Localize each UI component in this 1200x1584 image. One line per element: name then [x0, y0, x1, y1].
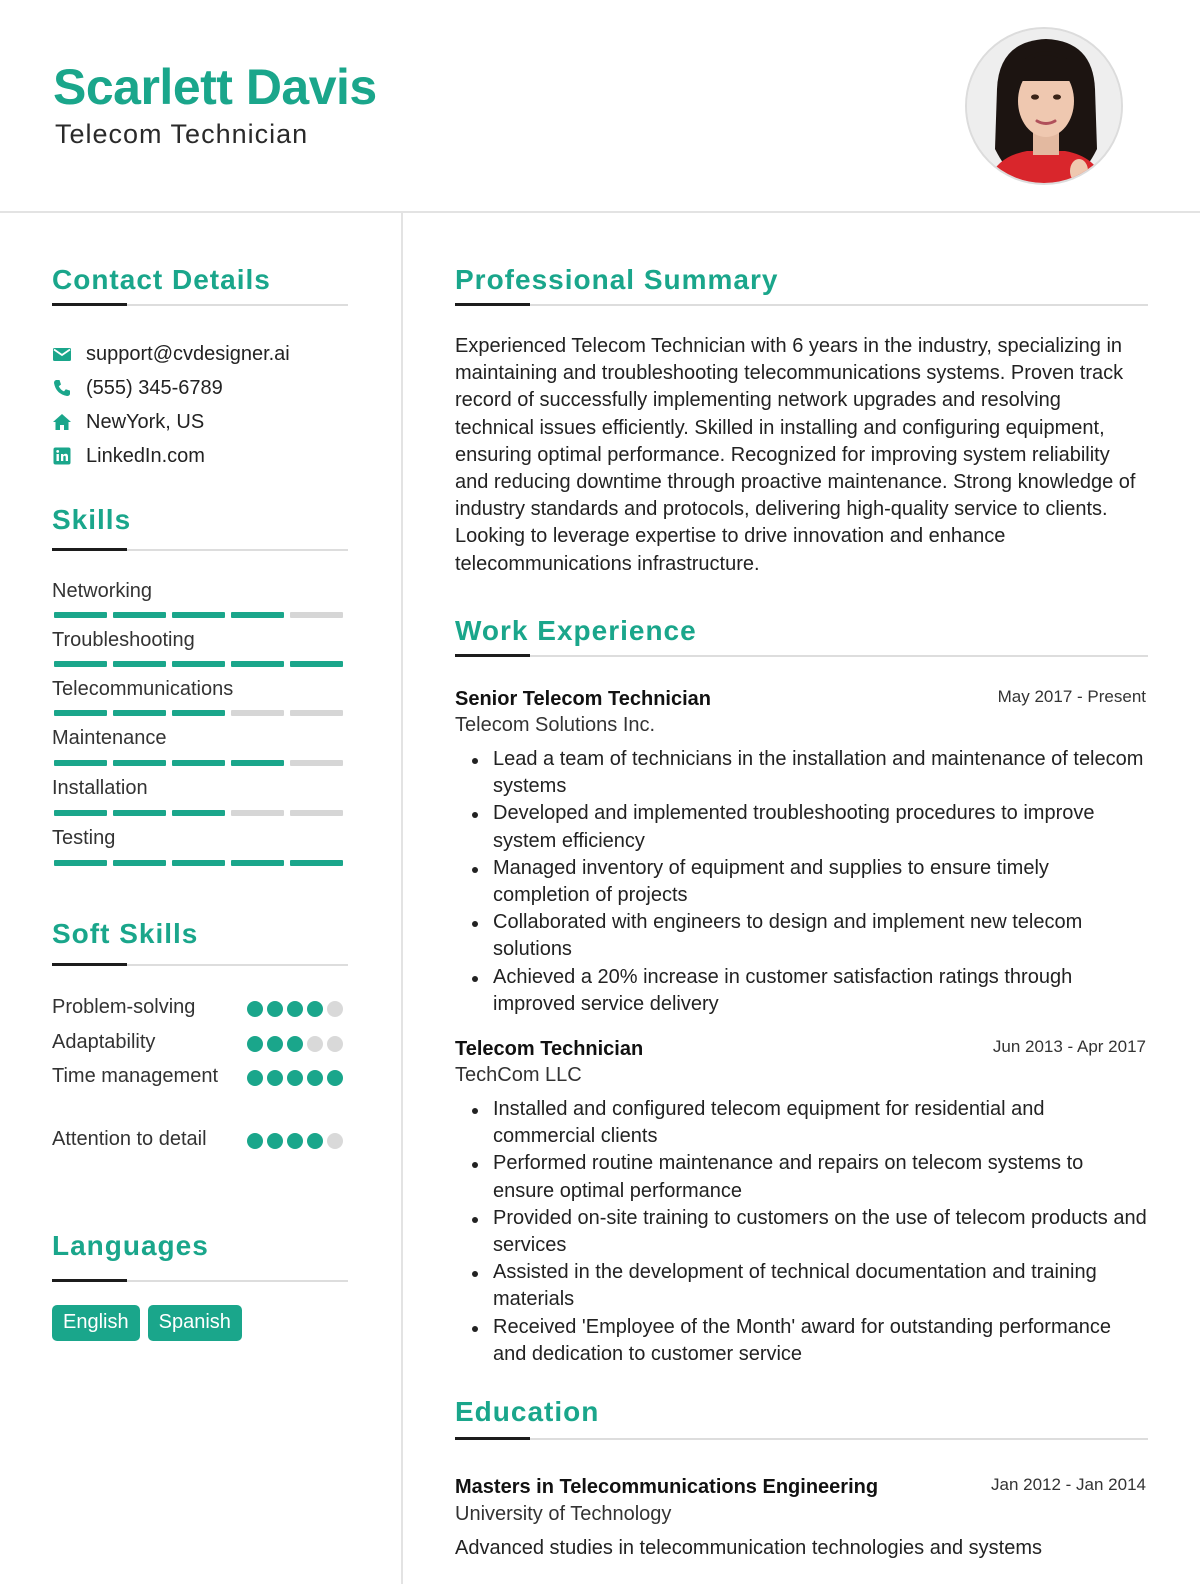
education-description: Advanced studies in telecommunication technologies and systems: [455, 1537, 1042, 1559]
skill-level-segment: [54, 860, 107, 866]
skill-level-bar: [54, 810, 343, 816]
rating-dot: [307, 1036, 323, 1052]
summary-section-rule: [455, 304, 1148, 306]
skill-level-segment: [54, 661, 107, 667]
rating-dot: [307, 1001, 323, 1017]
skill-level-segment: [113, 760, 166, 766]
skill-label: Maintenance: [52, 727, 167, 749]
skill-level-segment: [172, 612, 225, 618]
home-icon: [52, 412, 72, 432]
job-bullet: Collaborated with engineers to design and implement new telecom solutions: [467, 909, 1147, 963]
skill-level-segment: [54, 810, 107, 816]
skill-level-bar: [54, 860, 343, 866]
skill-label: Troubleshooting: [52, 629, 195, 651]
skill-level-bar: [54, 760, 343, 766]
skill-level-segment: [172, 661, 225, 667]
job-title: Senior Telecom Technician: [455, 688, 711, 710]
education-section-title: Education: [455, 1396, 600, 1427]
job-bullet: Developed and implemented troubleshooting procedures to improve system efficiency: [467, 800, 1147, 854]
rating-dot: [287, 1070, 303, 1086]
envelope-icon: [52, 344, 72, 364]
job-bullets: [467, 746, 1147, 1018]
portrait-image: [967, 29, 1123, 185]
skill-level-segment: [290, 760, 343, 766]
rating-dot: [307, 1070, 323, 1086]
contact-location-text: NewYork, US: [86, 410, 205, 433]
soft-skill-label: Problem-solving: [52, 996, 196, 1018]
skill-level-segment: [290, 810, 343, 816]
rating-dot: [287, 1036, 303, 1052]
skill-level-segment: [113, 612, 166, 618]
rating-dot: [247, 1133, 263, 1149]
job-bullet: Received 'Employee of the Month' award for outstanding performance and dedication to customer service: [467, 1314, 1147, 1368]
skill-level-segment: [231, 661, 284, 667]
experience-section-title: Work Experience: [455, 615, 697, 646]
skill-level-bar: [54, 612, 343, 618]
job-bullet: Assisted in the development of technical documentation and training materials: [467, 1259, 1147, 1313]
skill-level-segment: [113, 710, 166, 716]
skill-level-segment: [231, 810, 284, 816]
job-title: Telecom Technician: [455, 1038, 644, 1060]
skill-level-segment: [172, 860, 225, 866]
summary-text: Experienced Telecom Technician with 6 years in the industry, specializing in maintaining and troubleshooting telecommunications systems. Proven track record of successfully implementing network upgrades and resolving technical issues efficiently. Skilled in installing and configuring equipment, ensuring optimal performance. Recognized for improving system reliability and reducing downtime through proactive maintenance. Strong knowledge of industry standards and protocols, delivering high-quality service to clients. Looking to leverage expertise to drive innovation and enhance telecommunications infrastructure.: [455, 335, 1136, 575]
rating-dot: [267, 1001, 283, 1017]
job-bullet: Achieved a 20% increase in customer satisfaction ratings through improved service delivery: [467, 964, 1147, 1018]
profile-photo: [965, 27, 1123, 185]
soft-skill-label: Adaptability: [52, 1031, 156, 1053]
rating-dot: [267, 1036, 283, 1052]
contact-phone[interactable]: [52, 374, 223, 402]
skill-level-segment: [54, 612, 107, 618]
candidate-role: Telecom Technician: [55, 119, 309, 149]
skill-label: Telecommunications: [52, 678, 234, 700]
education-section-rule: [455, 1438, 1148, 1440]
candidate-name: Scarlett Davis: [53, 59, 377, 115]
summary-section-title: Professional Summary: [455, 264, 779, 295]
languages-section-rule: [52, 1280, 348, 1282]
languages-section-title: Languages: [52, 1230, 209, 1261]
job-bullets: [467, 1096, 1147, 1368]
contact-email-text: support@cvdesigner.ai: [86, 342, 290, 365]
skill-level-segment: [290, 612, 343, 618]
education-dates: Jan 2012 - Jan 2014: [990, 1475, 1146, 1494]
column-divider: [401, 213, 403, 1584]
language-tags: [52, 1305, 242, 1341]
skill-level-bar: [54, 710, 343, 716]
soft-skill-rating: [247, 1133, 343, 1149]
skill-level-bar: [54, 661, 343, 667]
skill-label: Testing: [52, 827, 116, 849]
rating-dot: [327, 1133, 343, 1149]
skill-level-segment: [54, 760, 107, 766]
job-company: Telecom Solutions Inc.: [455, 714, 656, 736]
contact-location: [52, 408, 204, 436]
contact-linkedin-text: LinkedIn.com: [86, 444, 205, 467]
skill-level-segment: [172, 710, 225, 716]
education-degree: Masters in Telecommunications Engineering: [455, 1476, 879, 1498]
soft-skill-rating: [247, 1070, 343, 1086]
job-bullet: Performed routine maintenance and repairs on telecom systems to ensure optimal performance: [467, 1150, 1147, 1204]
linkedin-icon: [52, 446, 72, 466]
skill-level-segment: [290, 710, 343, 716]
contact-section-title: Contact Details: [52, 264, 271, 295]
skill-level-segment: [113, 661, 166, 667]
rating-dot: [287, 1133, 303, 1149]
skills-section-rule: [52, 549, 348, 551]
rating-dot: [287, 1001, 303, 1017]
rating-dot: [327, 1001, 343, 1017]
skill-level-segment: [231, 760, 284, 766]
contact-phone-text: (555) 345-6789: [86, 376, 223, 399]
skill-label: Installation: [52, 777, 148, 799]
language-tag-english: English: [52, 1305, 140, 1341]
job-bullet: Lead a team of technicians in the installation and maintenance of telecom systems: [467, 746, 1147, 800]
rating-dot: [327, 1036, 343, 1052]
job-bullet: Managed inventory of equipment and supplies to ensure timely completion of projects: [467, 855, 1147, 909]
soft-skills-section-rule: [52, 964, 348, 966]
skill-level-segment: [231, 612, 284, 618]
skill-level-segment: [231, 710, 284, 716]
rating-dot: [267, 1133, 283, 1149]
soft-skill-rating: [247, 1036, 343, 1052]
skill-level-segment: [290, 860, 343, 866]
skill-level-segment: [113, 810, 166, 816]
skill-label: Networking: [52, 580, 153, 602]
skill-level-segment: [172, 810, 225, 816]
phone-icon: [52, 378, 72, 398]
experience-section-rule: [455, 655, 1148, 657]
rating-dot: [247, 1036, 263, 1052]
job-bullet: Installed and configured telecom equipment for residential and commercial clients: [467, 1096, 1147, 1150]
skills-section-title: Skills: [52, 504, 132, 535]
skill-level-segment: [113, 860, 166, 866]
rating-dot: [307, 1133, 323, 1149]
education-school: University of Technology: [455, 1503, 672, 1525]
job-company: TechCom LLC: [455, 1064, 582, 1086]
rating-dot: [267, 1070, 283, 1086]
skill-level-segment: [231, 860, 284, 866]
contact-section-rule: [52, 304, 348, 306]
rating-dot: [247, 1070, 263, 1086]
skill-level-segment: [172, 760, 225, 766]
job-dates: Jun 2013 - Apr 2017: [992, 1037, 1146, 1056]
soft-skill-rating: [247, 1001, 343, 1017]
job-bullet: Provided on-site training to customers on the use of telecom products and services: [467, 1205, 1147, 1259]
soft-skill-label: Attention to detail: [52, 1128, 207, 1150]
resume-header: [0, 0, 1200, 213]
skill-level-segment: [54, 710, 107, 716]
skill-level-segment: [290, 661, 343, 667]
rating-dot: [327, 1070, 343, 1086]
language-tag-spanish: Spanish: [148, 1305, 242, 1341]
soft-skill-label: Time management: [52, 1065, 218, 1087]
soft-skills-section-title: Soft Skills: [52, 918, 199, 949]
job-dates: May 2017 - Present: [997, 687, 1146, 706]
contact-email[interactable]: [52, 340, 290, 368]
contact-linkedin[interactable]: [52, 442, 205, 470]
rating-dot: [247, 1001, 263, 1017]
